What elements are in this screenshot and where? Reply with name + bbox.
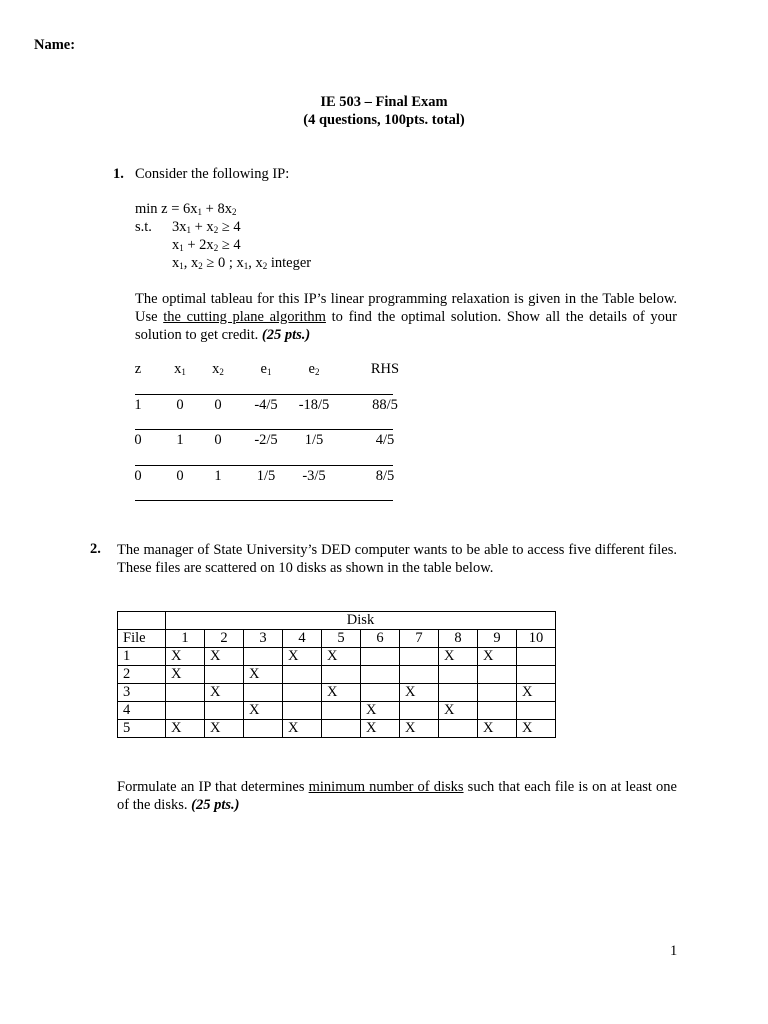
disk-file-cell (517, 702, 556, 720)
disk-file-cell (439, 684, 478, 702)
disk-file-cell: X (322, 684, 361, 702)
disk-file-cell: X (283, 720, 322, 738)
file-id-cell: 3 (118, 684, 166, 702)
disk-file-cell (478, 666, 517, 684)
tableau-cell: 8/5 (375, 468, 395, 484)
disk-file-cell (400, 666, 439, 684)
disk-column-header: 8 (439, 630, 478, 648)
disk-file-cell (478, 684, 517, 702)
tableau-cell: 1 (176, 432, 184, 448)
disk-file-cell: X (400, 684, 439, 702)
tableau-cell: -2/5 (254, 432, 278, 448)
tableau-cell: 0 (214, 397, 222, 413)
tableau-header-cell: $x_2$ (212, 361, 224, 377)
disk-file-cell: X (361, 702, 400, 720)
disk-file-cell: X (166, 720, 205, 738)
tableau-cell: 0 (176, 397, 184, 413)
q1-intro: Consider the following IP: (135, 166, 290, 182)
disk-file-cell: X (439, 702, 478, 720)
disk-file-cell: X (244, 666, 283, 684)
disk-table-group-row (118, 612, 556, 630)
disk-column-header: 6 (361, 630, 400, 648)
table-row (118, 648, 556, 666)
disk-column-header: 9 (478, 630, 517, 648)
disk-file-cell (478, 702, 517, 720)
tableau-cell: 1 (214, 468, 222, 484)
q1-instructions: The optimal tableau for this IP’s linear programming relaxation is given in the Table below. Use the cutting plane algorithm to find the optimal solution. Show all the details of your solution to get credit. (25 pts.) (135, 291, 677, 343)
exam-subtitle: (4 questions, 100pts. total) (303, 112, 465, 128)
exam-title: IE 503 – Final Exam (320, 94, 448, 110)
disk-file-cell (322, 666, 361, 684)
disk-file-cell (166, 702, 205, 720)
file-column-header: File (118, 630, 166, 648)
disk-column-header: 5 (322, 630, 361, 648)
disk-file-cell: X (205, 720, 244, 738)
disk-file-cell (283, 666, 322, 684)
disk-file-cell (361, 648, 400, 666)
disk-file-cell (517, 648, 556, 666)
tableau-cell: 4/5 (375, 432, 395, 448)
file-id-cell: 1 (118, 648, 166, 666)
q2-number: 2. (90, 541, 101, 557)
q1-constraint-1: $3x_1 + x_2 \ge 4$ (172, 219, 241, 235)
tableau-cell: 0 (134, 468, 142, 484)
file-id-cell: 2 (118, 666, 166, 684)
disk-column-header: 10 (517, 630, 556, 648)
corner-cell (118, 612, 166, 630)
disk-file-cell: X (517, 720, 556, 738)
tableau-header-cell: $x_1$ (174, 361, 186, 377)
disk-file-cell: X (361, 720, 400, 738)
name-label: Name: (34, 37, 76, 53)
tableau-rule (135, 429, 393, 430)
disk-file-cell: X (439, 648, 478, 666)
disk-file-cell (439, 666, 478, 684)
disk-file-cell: X (517, 684, 556, 702)
tableau-header-cell: $e_2$ (308, 361, 320, 377)
tableau-header-cell: $e_1$ (260, 361, 272, 377)
disk-file-cell (517, 666, 556, 684)
disk-file-cell (205, 702, 244, 720)
tableau-cell: 0 (176, 468, 184, 484)
disk-file-cell: X (478, 648, 517, 666)
table-row (118, 684, 556, 702)
disk-file-cell (361, 666, 400, 684)
q1-constraint-3: $x_1$, $x_2 \ge 0$ ; $x_1$, $x_2$ integer (172, 255, 312, 271)
tableau-cell: -18/5 (298, 397, 330, 413)
tableau-rule (135, 465, 393, 466)
q2-text: The manager of State University’s DED computer wants to be able to access five different files. These files are scattered on 10 disks as shown in the table below. (117, 542, 677, 576)
disk-file-cell (283, 684, 322, 702)
tableau-rule (135, 394, 393, 395)
q2-task: Formulate an IP that determines minimum number of disks such that each file is on at least one of the disks. (25 pts.) (117, 779, 677, 813)
disk-file-cell (361, 684, 400, 702)
page-number: 1 (670, 943, 678, 959)
tableau-header-cell: z (134, 361, 142, 377)
disk-file-cell (166, 684, 205, 702)
disk-column-header: 2 (205, 630, 244, 648)
tableau-cell: 88/5 (372, 397, 398, 413)
disk-file-cell: X (400, 720, 439, 738)
disk-file-cell: X (322, 648, 361, 666)
disk-table-header-row (118, 630, 556, 648)
table-row (118, 702, 556, 720)
disk-column-header: 4 (283, 630, 322, 648)
tableau-rule (135, 500, 393, 501)
disk-file-cell (439, 720, 478, 738)
disk-file-cell: X (205, 648, 244, 666)
disk-column-header: 3 (244, 630, 283, 648)
disk-table (117, 611, 556, 738)
disk-file-cell (283, 702, 322, 720)
tableau-cell: 0 (134, 432, 142, 448)
disk-file-cell: X (166, 648, 205, 666)
q1-number: 1. (113, 166, 124, 182)
disk-file-cell (322, 702, 361, 720)
disk-file-cell: X (244, 702, 283, 720)
tableau-cell: -4/5 (254, 397, 278, 413)
q1-st-label: s.t. (135, 219, 152, 235)
disk-file-cell (205, 666, 244, 684)
disk-file-cell (400, 648, 439, 666)
tableau-cell: 1/5 (256, 468, 276, 484)
tableau-cell: 0 (214, 432, 222, 448)
disk-file-cell: X (205, 684, 244, 702)
tableau-cell: -3/5 (302, 468, 326, 484)
q1-constraint-2: $x_1 + 2x_2 \ge 4$ (172, 237, 241, 253)
tableau-cell: 1/5 (304, 432, 324, 448)
disk-file-cell (322, 720, 361, 738)
file-id-cell: 5 (118, 720, 166, 738)
disk-file-cell: X (283, 648, 322, 666)
tableau-header-cell: RHS (370, 361, 400, 377)
disk-column-header: 1 (166, 630, 205, 648)
disk-table-container (117, 611, 556, 738)
disk-file-cell: X (166, 666, 205, 684)
tableau-cell: 1 (134, 397, 142, 413)
disk-group-header: Disk (166, 612, 556, 630)
disk-file-cell (400, 702, 439, 720)
q1-objective: $\min z = 6x_1 + 8x_2$ (135, 201, 237, 217)
file-id-cell: 4 (118, 702, 166, 720)
disk-file-cell (244, 720, 283, 738)
table-row (118, 720, 556, 738)
disk-file-cell (244, 648, 283, 666)
table-row (118, 666, 556, 684)
disk-column-header: 7 (400, 630, 439, 648)
disk-file-cell (244, 684, 283, 702)
disk-file-cell: X (478, 720, 517, 738)
